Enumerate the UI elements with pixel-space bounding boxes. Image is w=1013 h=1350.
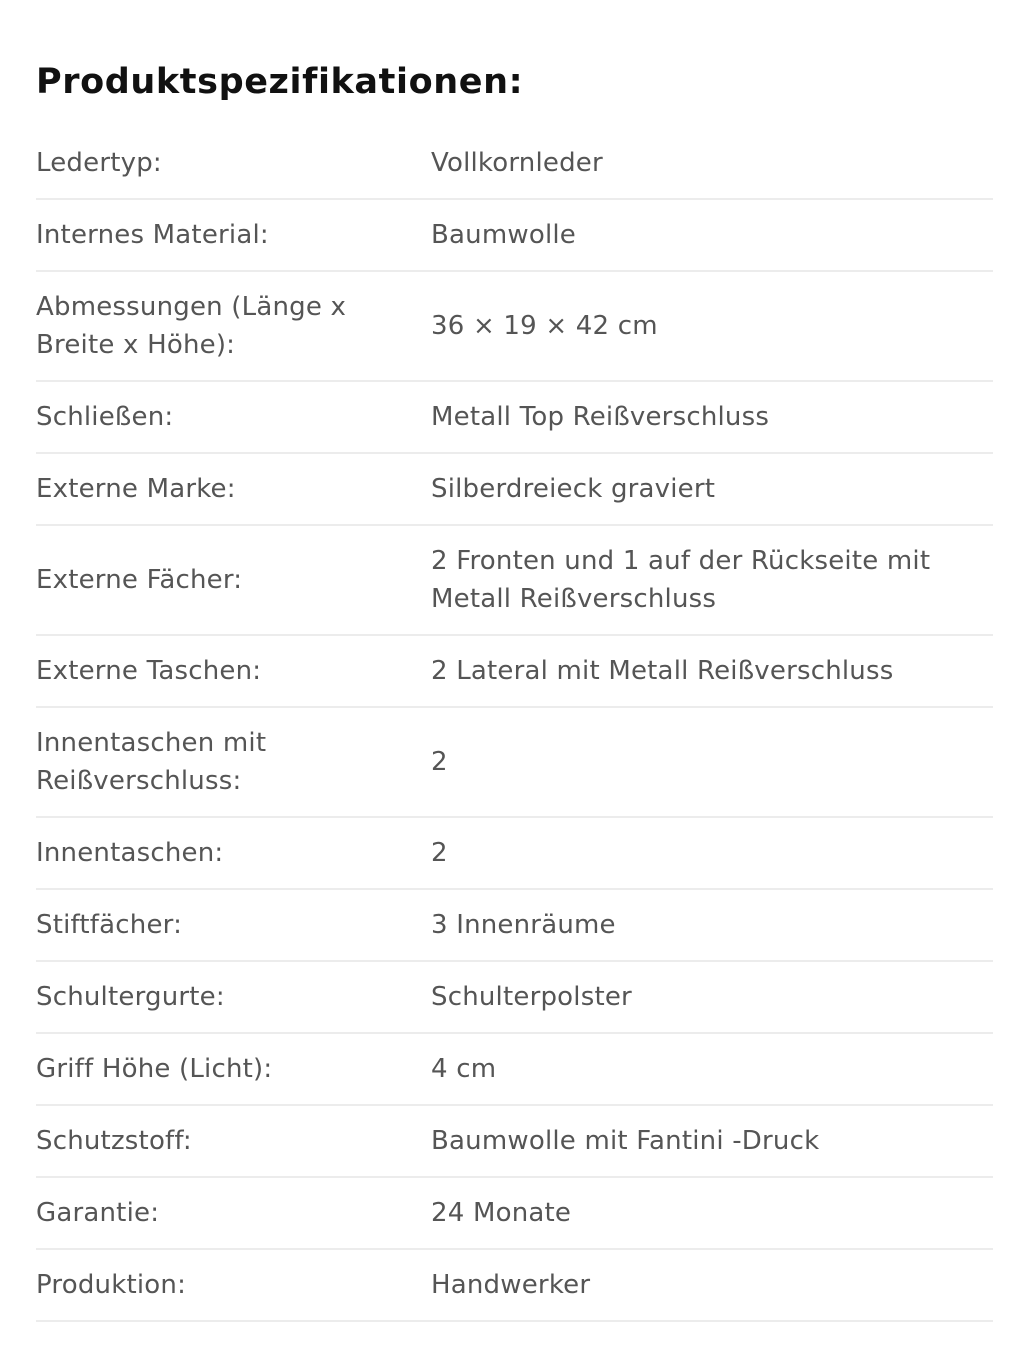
table-row [36, 199, 993, 271]
spec-label: Innentaschen: [36, 817, 431, 889]
spec-label: Schutzstoff: [36, 1105, 431, 1177]
spec-table [36, 128, 993, 1322]
spec-label: Externe Marke: [36, 453, 431, 525]
table-row [36, 453, 993, 525]
spec-label: Abmessungen (Länge x Breite x Höhe): [36, 271, 431, 381]
table-row [36, 128, 993, 199]
table-row [36, 961, 993, 1033]
spec-label: Schultergurte: [36, 961, 431, 1033]
spec-value: Schulterpolster [431, 961, 993, 1033]
table-row [36, 1249, 993, 1321]
spec-value: 24 Monate [431, 1177, 993, 1249]
table-row [36, 1105, 993, 1177]
table-row [36, 1177, 993, 1249]
spec-value: Baumwolle [431, 199, 993, 271]
table-row [36, 889, 993, 961]
spec-value: 4 cm [431, 1033, 993, 1105]
spec-value: 2 [431, 707, 993, 817]
spec-label: Griff Höhe (Licht): [36, 1033, 431, 1105]
spec-label: Produktion: [36, 1249, 431, 1321]
spec-value: Silberdreieck graviert [431, 453, 993, 525]
spec-label: Ledertyp: [36, 128, 431, 199]
page-title: Produktspezifikationen: [36, 62, 524, 102]
spec-value: 36 × 19 × 42 cm [431, 271, 993, 381]
spec-label: Stiftfächer: [36, 889, 431, 961]
table-row [36, 271, 993, 381]
spec-value: 2 Lateral mit Metall Reißverschluss [431, 635, 993, 707]
table-row [36, 707, 993, 817]
table-row [36, 381, 993, 453]
spec-value: Handwerker [431, 1249, 993, 1321]
spec-value: Vollkornleder [431, 128, 993, 199]
spec-value: 3 Innenräume [431, 889, 993, 961]
spec-label: Externe Fächer: [36, 525, 431, 635]
spec-label: Externe Taschen: [36, 635, 431, 707]
spec-label: Internes Material: [36, 199, 431, 271]
spec-value: 2 [431, 817, 993, 889]
table-row [36, 1033, 993, 1105]
spec-value: Baumwolle mit Fantini -Druck [431, 1105, 993, 1177]
spec-label: Schließen: [36, 381, 431, 453]
spec-label: Innentaschen mit Reißverschluss: [36, 707, 431, 817]
table-row [36, 817, 993, 889]
spec-value: 2 Fronten und 1 auf der Rückseite mit Metall Reißverschluss [431, 525, 993, 635]
spec-label: Garantie: [36, 1177, 431, 1249]
table-row [36, 635, 993, 707]
spec-value: Metall Top Reißverschluss [431, 381, 993, 453]
table-row [36, 525, 993, 635]
